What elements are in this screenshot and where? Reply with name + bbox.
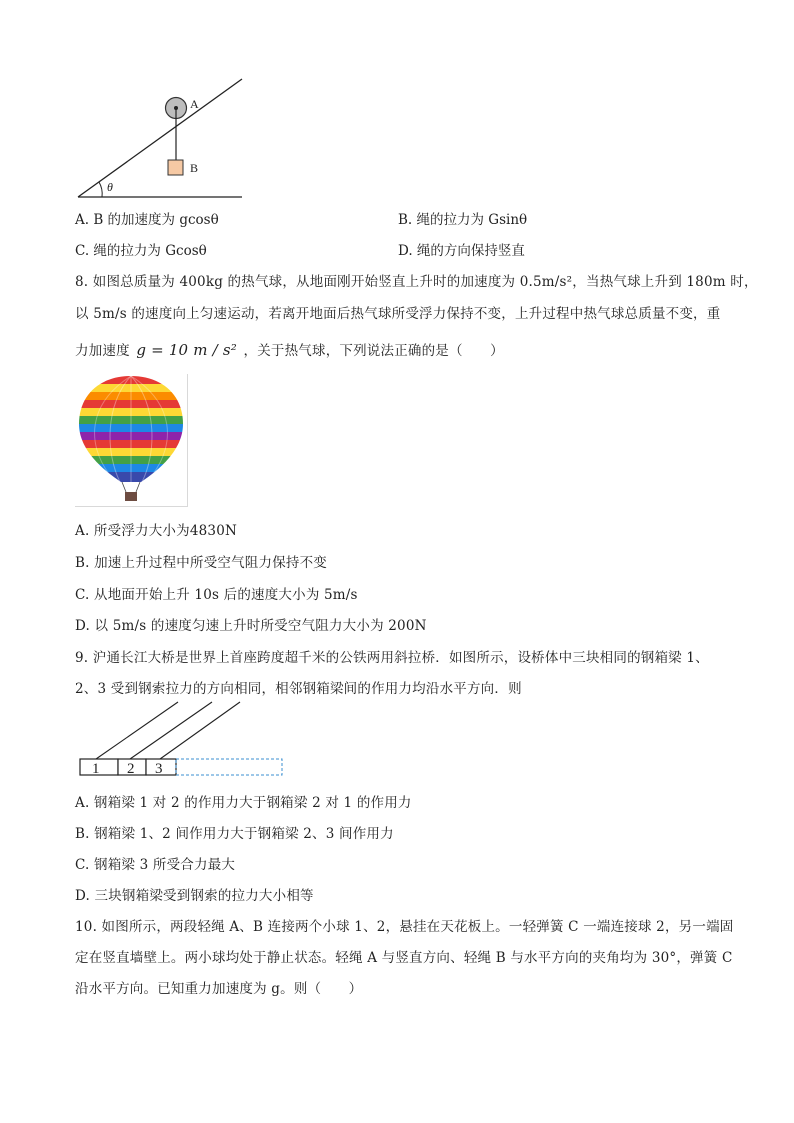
q9-option-a: A. 钢箱梁 1 对 2 的作用力大于钢箱梁 2 对 1 的作用力 <box>75 795 412 811</box>
q10-stem-line2: 定在竖直墙壁上。两小球均处于静止状态。轻绳 A 与竖直方向、轻绳 B 与水平方向的夹角均为 30°，弹簧 C <box>75 950 733 966</box>
balloon-image-frame <box>75 374 188 507</box>
q8-stem-line1: 8. 如图总质量为 400kg 的热气球，从地面刚开始竖直上升时的加速度为 0.5m/s²，当热气球上升到 180m 时， <box>75 274 758 290</box>
q7-option-b: B. 绳的拉力为 Gsinθ <box>398 212 528 228</box>
hot-air-balloon-image <box>75 374 187 506</box>
q9-option-c: C. 钢箱梁 3 所受合力最大 <box>75 857 236 873</box>
girder-placeholder <box>176 759 282 775</box>
angle-arc <box>99 182 102 197</box>
q8-option-b: B. 加速上升过程中所受空气阻力保持不变 <box>75 555 328 571</box>
q8-stem-line3-post: ，关于热气球，下列说法正确的是（ ） <box>243 343 504 359</box>
label-b: B <box>190 161 199 175</box>
q8-option-c: C. 从地面开始上升 10s 后的速度大小为 5m/s <box>75 587 358 603</box>
q9-option-b: B. 钢箱梁 1、2 间作用力大于钢箱梁 2、3 间作用力 <box>75 826 394 842</box>
gravity-formula: g = 10 m / s² <box>136 341 237 359</box>
q10-stem-line1: 10. 如图所示，两段轻绳 A、B 连接两个小球 1、2，悬挂在天花板上。一轻弹簧 C 一端连接球 2，另一端固 <box>75 919 734 935</box>
theta-label: θ <box>107 180 113 194</box>
bridge-girder-figure <box>76 700 288 780</box>
q10-stem-line3: 沿水平方向。已知重力加速度为 g。则（ ） <box>75 981 363 997</box>
q9-option-d: D. 三块钢箱梁受到钢索的拉力大小相等 <box>75 888 314 904</box>
incline-figure <box>70 72 250 202</box>
incline-line <box>78 79 242 197</box>
cable-1 <box>96 702 178 759</box>
q8-stem-line3 <box>75 339 504 359</box>
label-a: A <box>190 97 199 111</box>
q8-option-a: A. 所受浮力大小为4830N <box>75 523 238 539</box>
q7-option-d: D. 绳的方向保持竖直 <box>398 243 525 259</box>
girder-2-label: 2 <box>127 761 135 777</box>
basket <box>125 492 137 501</box>
q7-option-c: C. 绳的拉力为 Gcosθ <box>75 243 207 259</box>
q8-stem-line2: 以 5m/s 的速度向上匀速运动，若离开地面后热气球所受浮力保持不变，上升过程中热气球总质量不变，重 <box>75 306 721 322</box>
girder-3-label: 3 <box>155 761 163 777</box>
q9-stem-line1: 9. 沪通长江大桥是世界上首座跨度超千米的公铁两用斜拉桥．如图所示，设桥体中三块相同的钢箱梁 1、 <box>75 650 709 666</box>
block-b <box>168 160 183 175</box>
q8-option-d: D. 以 5m/s 的速度匀速上升时所受空气阻力大小为 200N <box>75 618 427 634</box>
q9-stem-line2: 2、3 受到钢索拉力的方向相同，相邻钢箱梁间的作用力均沿水平方向．则 <box>75 681 522 697</box>
q7-option-a: A. B 的加速度为 gcosθ <box>75 212 219 228</box>
q8-stem-line3-pre: 力加速度 <box>75 343 130 359</box>
girder-1-label: 1 <box>92 761 100 777</box>
